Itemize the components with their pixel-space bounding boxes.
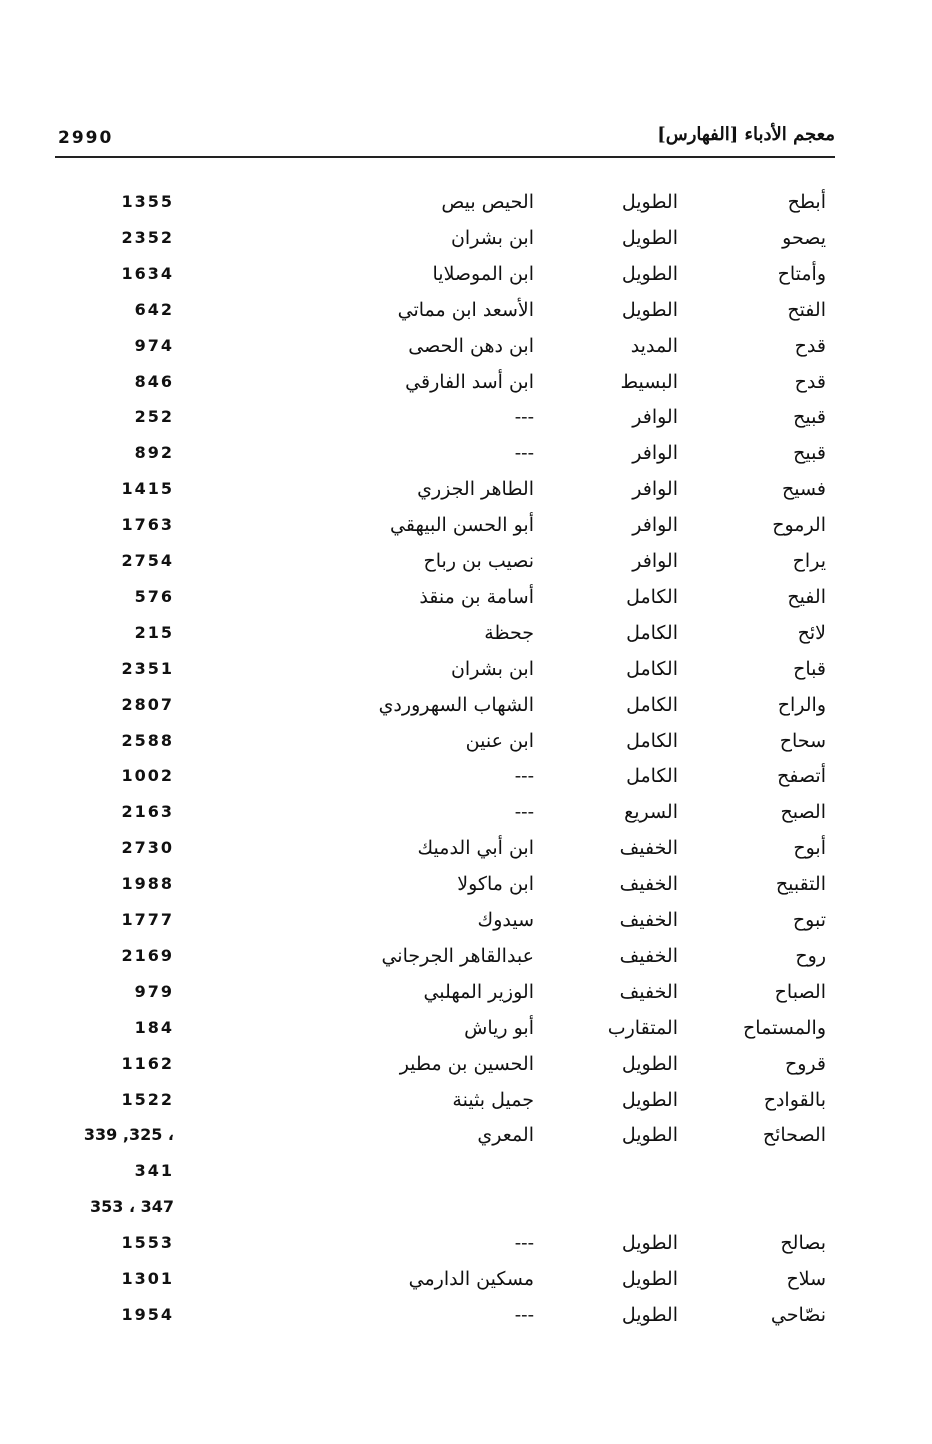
table-row [0,651,932,687]
meter-cell: الوافر [632,442,678,464]
rhyme-cell: الصبح [780,801,826,823]
table-row [0,866,932,902]
page-ref-cell: 1301 [121,1269,174,1288]
page-ref-cell: 1162 [121,1054,174,1073]
meter-cell: المديد [630,335,678,357]
poet-cell: جميل بثينة [452,1089,534,1111]
poet-cell: --- [514,801,534,823]
page-ref-cell: 2163 [121,802,174,821]
page-ref-cell: 1988 [121,874,174,893]
page-ref-cell: 846 [134,372,174,391]
meter-cell: الطويل [621,1268,678,1290]
poet-cell: جحظة [484,622,534,644]
page-ref-cell: 2754 [121,551,174,570]
meter-cell: الكامل [626,765,678,787]
poet-cell: أسامة بن منقذ [419,586,534,608]
meter-cell: الكامل [626,658,678,680]
table-row [0,1261,932,1297]
rhyme-cell: يصحو [782,227,826,249]
rhyme-cell: الرموح [772,514,826,536]
table-row [0,543,932,579]
table-row [0,435,932,471]
rhyme-cell: قدح [794,371,826,393]
page-ref-cell: 2351 [121,659,174,678]
table-row [0,1225,932,1261]
table-row [0,687,932,723]
poet-cell: الطاهر الجزري [417,478,534,500]
rhyme-cell: الفتح [787,299,826,321]
poet-cell: --- [514,406,534,428]
table-row [0,1046,932,1082]
book-title: معجم الأدباء [الفهارس] [657,124,835,145]
poet-cell: --- [514,765,534,787]
poet-cell: ابن بشران [450,658,534,680]
meter-cell: الطويل [621,299,678,321]
rhyme-cell: الفيح [787,586,826,608]
poet-cell: الحيص بيص [441,191,534,213]
poet-cell: نصيب بن رباح [423,550,534,572]
page-ref-cell: 576 [134,587,174,606]
meter-cell: الخفيف [619,837,678,859]
meter-cell: السريع [624,801,678,823]
table-row [0,902,932,938]
rhyme-cell: أبطح [787,191,826,213]
table-row [0,328,932,364]
page-header [55,122,835,158]
table-row [0,1153,932,1189]
table-row [0,471,932,507]
meter-cell: الكامل [626,622,678,644]
rhyme-cell: الصباح [774,981,826,1003]
table-row [0,256,932,292]
table-row [0,399,932,435]
page-ref-cell: 2169 [121,946,174,965]
table-row [0,758,932,794]
table-row [0,830,932,866]
page-ref-cell: 1763 [121,515,174,534]
page-ref-cell: 642 [134,300,174,319]
table-row [0,184,932,220]
rhyme-cell: الصحائح [762,1124,826,1146]
poet-cell: مسكين الدارمي [408,1268,534,1290]
page-ref-cell: 2588 [121,731,174,750]
table-row [0,364,932,400]
rhyme-cell: أبوح [793,837,826,859]
meter-cell: الوافر [632,406,678,428]
poet-cell: --- [514,1232,534,1254]
poet-cell: ابن الموصلايا [432,263,534,285]
rhyme-cell: بالقوادح [763,1089,826,1111]
table-row [0,220,932,256]
page-ref-cell: 2730 [121,838,174,857]
meter-cell: الخفيف [619,909,678,931]
poet-cell: الوزير المهلبي [423,981,534,1003]
table-row [0,1297,932,1333]
page-number: 2990 [58,128,114,148]
meter-cell: الطويل [621,1053,678,1075]
page-ref-cell: 353 ، 347 [89,1197,174,1216]
rhyme-cell: قدح [794,335,826,357]
rhyme-cell: قبيح [793,442,826,464]
rhyme-cell: والمستماح [743,1017,826,1039]
poet-cell: عبدالقاهر الجرجاني [381,945,534,967]
table-row [0,794,932,830]
meter-cell: الخفيف [619,981,678,1003]
rhyme-cell: تبوح [792,909,826,931]
rhyme-cell: قبيح [793,406,826,428]
page-ref-cell: 252 [134,407,174,426]
table-row [0,1082,932,1118]
meter-cell: الخفيف [619,945,678,967]
rhyme-cell: التقبيح [775,873,826,895]
page-ref-cell: 341 [134,1161,174,1180]
poet-cell: ابن أسد الفارقي [405,371,534,393]
meter-cell: الوافر [632,550,678,572]
poet-cell: --- [514,1304,534,1326]
rhyme-cell: سلاح [786,1268,826,1290]
meter-cell: الطويل [621,191,678,213]
rhyme-cell: أتصفح [777,765,826,787]
page-ref-cell: 215 [134,623,174,642]
meter-cell: الطويل [621,1089,678,1111]
page-ref-cell: 974 [134,336,174,355]
page-ref-cell: 2807 [121,695,174,714]
page-ref-cell: 1553 [121,1233,174,1252]
table-row [0,615,932,651]
page-ref-cell: 339 ,325 ، [83,1125,174,1144]
table-row [0,974,932,1010]
table-row [0,723,932,759]
meter-cell: الطويل [621,227,678,249]
meter-cell: الطويل [621,1232,678,1254]
page-ref-cell: 1002 [121,766,174,785]
poet-cell: سيدوك [477,909,534,931]
rhyme-cell: بصالح [780,1232,826,1254]
page-ref-cell: 184 [134,1018,174,1037]
table-row [0,938,932,974]
meter-cell: الوافر [632,478,678,500]
table-row [0,1189,932,1225]
poet-cell: ابن دهن الحصى [408,335,534,357]
meter-cell: البسيط [620,371,678,393]
rhyme-cell: نصّاحي [770,1304,826,1326]
rhyme-cell: وأمتاح [777,263,826,285]
meter-cell: الطويل [621,1304,678,1326]
page-ref-cell: 1777 [121,910,174,929]
table-row [0,579,932,615]
rhyme-cell: فسيح [781,478,826,500]
page-ref-cell: 1954 [121,1305,174,1324]
rhyme-cell: روح [795,945,826,967]
table-row [0,1117,932,1153]
rhyme-cell: قروح [784,1053,826,1075]
poet-cell: أبو الحسن البيهقي [390,514,534,536]
poet-cell: ابن ماكولا [457,873,534,895]
poet-cell: ابن عنين [465,730,534,752]
poet-cell: أبو رياش [464,1017,534,1039]
meter-cell: الطويل [621,1124,678,1146]
page-ref-cell: 1355 [121,192,174,211]
rhyme-cell: قباح [793,658,826,680]
meter-cell: الوافر [632,514,678,536]
rhyme-cell: سحاح [779,730,826,752]
table-row [0,292,932,328]
poet-cell: ابن أبي الدميك [417,837,534,859]
meter-cell: الكامل [626,730,678,752]
page-ref-cell: 1522 [121,1090,174,1109]
page-ref-cell: 2352 [121,228,174,247]
rhyme-cell: يراح [792,550,826,572]
meter-cell: الخفيف [619,873,678,895]
table-row [0,507,932,543]
table-row [0,1010,932,1046]
page-ref-cell: 979 [134,982,174,1001]
poet-cell: ابن بشران [450,227,534,249]
meter-cell: الكامل [626,586,678,608]
page-ref-cell: 1415 [121,479,174,498]
meter-cell: الكامل [626,694,678,716]
page-ref-cell: 1634 [121,264,174,283]
rhyme-cell: لائح [797,622,826,644]
page-ref-cell: 892 [134,443,174,462]
poet-cell: الشهاب السهروردي [378,694,534,716]
poet-cell: الأسعد ابن مماتي [397,299,534,321]
rhyme-cell: والراح [777,694,826,716]
meter-cell: الطويل [621,263,678,285]
poet-cell: المعري [477,1124,534,1146]
poet-cell: الحسين بن مطير [399,1053,534,1075]
poet-cell: --- [514,442,534,464]
meter-cell: المتقارب [607,1017,678,1039]
